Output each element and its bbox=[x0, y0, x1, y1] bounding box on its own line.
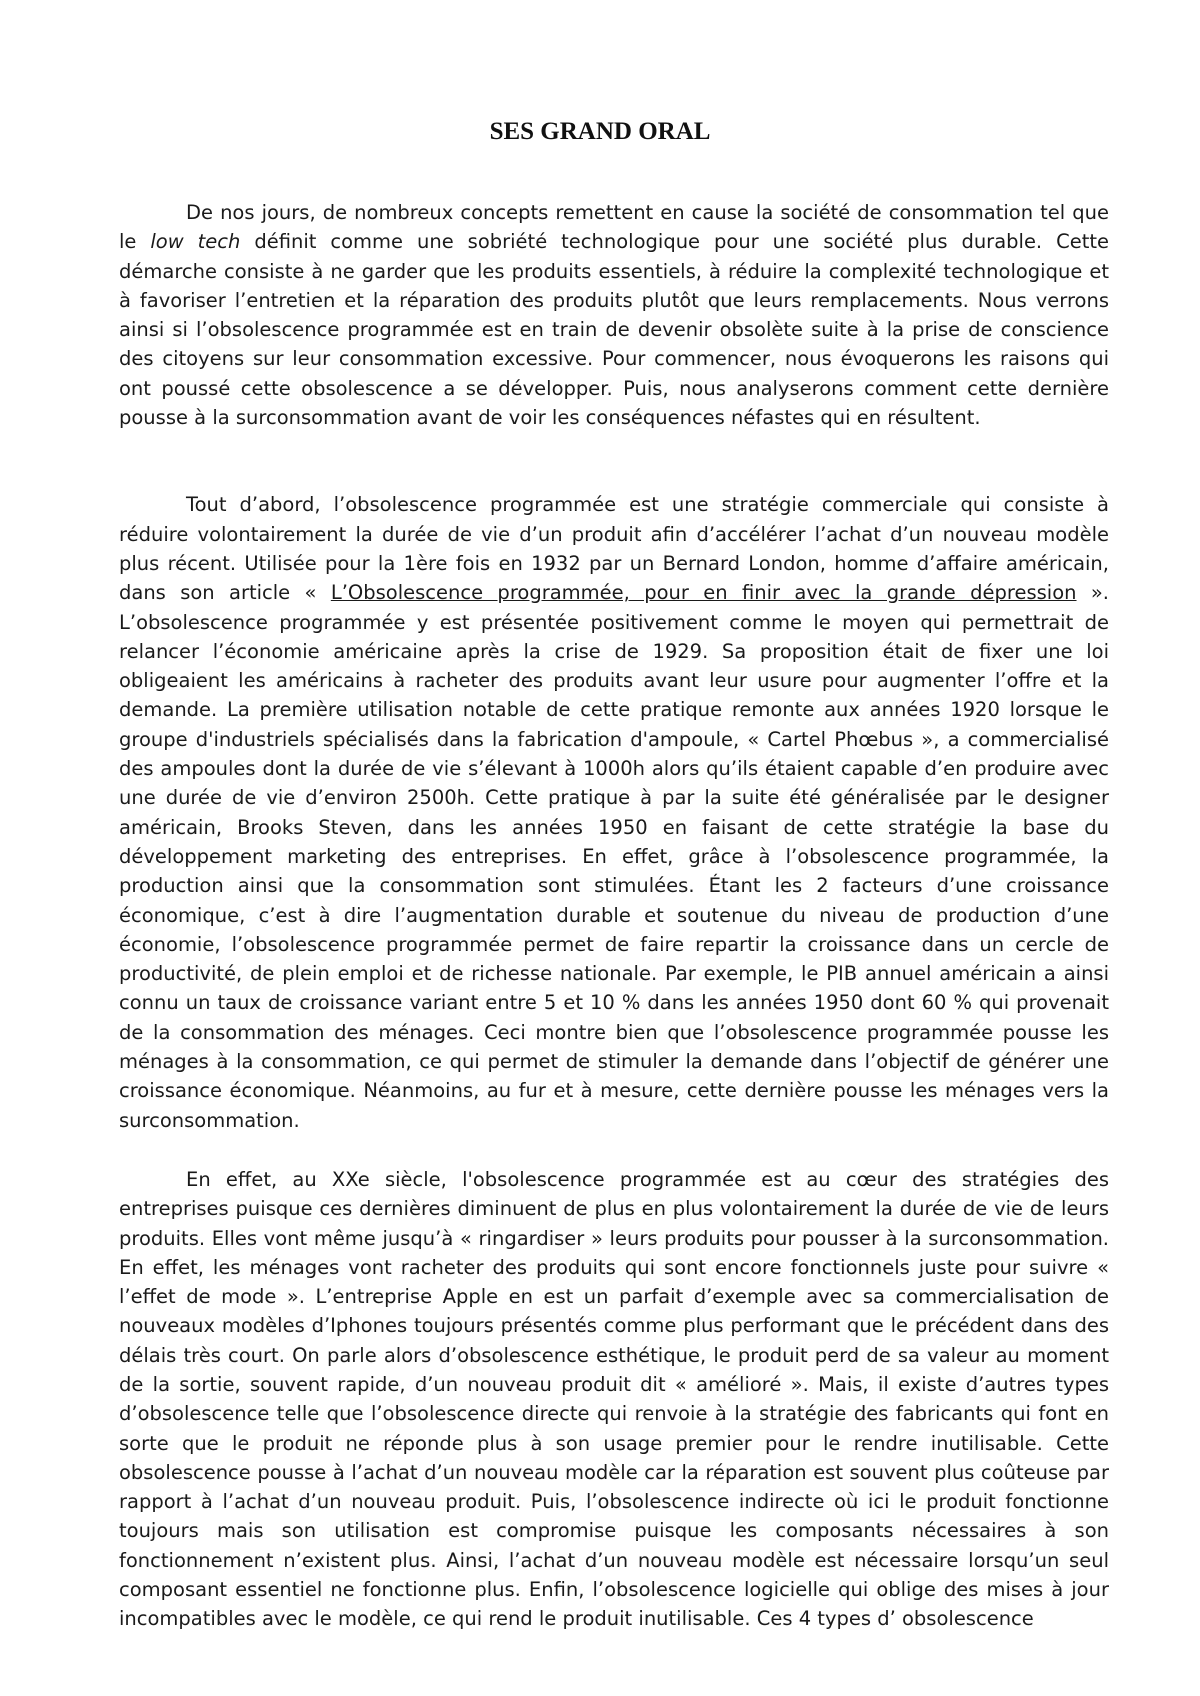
page-title: SES GRAND ORAL bbox=[489, 118, 711, 145]
origins-text-end: ». L’obsolescence programmée y est présentée positivement comme le moyen qui permettrait de relancer l’économie américaine après la crise de 1929. Sa proposition était de fixer une loi obligeaient les américains à racheter des produits avant leur usure pour augmenter l’offre et la demande. La première utilisation notable de cette pratique remonte aux années 1920 lorsque le groupe d'industriels spécialisés dans la fabrication d'ampoule, « Cartel Phœbus », a commercialisé des ampoules dont la durée de vie s’élevant à 1000h alors qu’ils étaient capable d’en produire avec une durée de vie d’environ 2500h. Cette pratique à par la suite été généralisée par le designer américain, Brooks Steven, dans les années 1950 en faisant de cette stratégie la base du développement marketing des entreprises. En effet, grâce à l’obsolescence programmée, la production ainsi que la consommation sont stimulées. Étant les 2 facteurs d’une croissance économique, c’est à dire l’augmentation durable et soutenue du niveau de production d’une économie, l’obsolescence programmée permet de faire repartir la croissance dans un cercle de productivité, de plein emploi et de richesse nationale. Par exemple, le PIB annuel américain a ainsi connu un taux de croissance variant entre 5 et 10 % dans les années 1950 dont 60 % qui provenait de la consommation des ménages. Ceci montre bien que l’obsolescence programmée pousse les ménages à la consommation, ce qui permet de stimuler la demande dans l’objectif de générer une croissance économique. Néanmoins, au fur et à mesure, cette dernière pousse les ménages vers la surconsommation. bbox=[119, 581, 1110, 1132]
paragraph-overconsumption bbox=[119, 1165, 1109, 1634]
overconsumption-text: En effet, au XXe siècle, l'obsolescence programmée est au cœur des stratégies des entreprises puisque ces dernières diminuent de plus en plus volontairement la durée de vie de leurs produits. Elles vont même jusqu’à « ringardiser » leurs produits pour pousser à la surconsommation. En effet, les ménages vont racheter des produits qui sont encore fonctionnels juste pour suivre « l’effet de mode ». L’entreprise Apple en est un parfait d’exemple avec sa commercialisation de nouveaux modèles d’Iphones toujours présentés comme plus performant que le précédent dans des délais très court. On parle alors d’obsolescence esthétique, le produit perd de sa valeur au moment de la sortie, souvent rapide, d’un nouveau produit dit « amélioré ». Mais, il existe d’autres types d’obsolescence telle que l’obsolescence directe qui renvoie à la stratégie des fabricants qui font en sorte que le produit ne réponde plus à son usage premier pour le rendre inutilisable. Cette obsolescence pousse à l’achat d’un nouveau modèle car la réparation est souvent plus coûteuse par rapport à l’achat d’un nouveau produit. Puis, l’obsolescence indirecte où ici le produit fonctionne toujours mais son utilisation est compromise puisque les composants nécessaires à son fonctionnement n’existent plus. Ainsi, l’achat d’un nouveau modèle est nécessaire lorsqu’un seul composant essentiel ne fonctionne plus. Enfin, l’obsolescence logicielle qui oblige des mises à jour incompatibles avec le modèle, ce qui rend le produit inutilisable. Ces 4 types d’ obsolescence bbox=[119, 1167, 1109, 1631]
low-tech-term: low tech bbox=[150, 230, 241, 254]
document-body bbox=[119, 198, 1109, 1634]
origins-text-start: Tout d’abord, l’obsolescence programmée est une stratégie commerciale qui consiste à réduire volontairement la durée de vie d’un produit afin d’accélérer l’achat d’un nouveau modèle plus récent. Utilisée pour la 1ère fois en 1932 par un Bernard London, homme d’affaire américain, dans son article « bbox=[119, 493, 1109, 605]
paragraph-origins bbox=[119, 490, 1109, 1135]
article-title-link[interactable]: L’Obsolescence programmée, pour en finir avec la grande dépression bbox=[330, 581, 1077, 605]
intro-text-start: De nos jours, de nombreux concepts remettent en cause la société de consommation tel que le bbox=[119, 201, 1109, 254]
intro-paragraph bbox=[119, 198, 1109, 432]
intro-text-end: définit comme une sobriété technologique pour une société plus durable. Cette démarche consiste à ne garder que les produits essentiels, à réduire la complexité technologique et à favoriser l’entretien et la réparation des produits plutôt que leurs remplacements. Nous verrons ainsi si l’obsolescence programmée est en train de devenir obsolète suite à la prise de conscience des citoyens sur leur consommation excessive. Pour commencer, nous évoquerons les raisons qui ont poussé cette obsolescence a se développer. Puis, nous analyserons comment cette dernière pousse à la surconsommation avant de voir les conséquences néfastes qui en résultent. bbox=[119, 230, 1109, 430]
